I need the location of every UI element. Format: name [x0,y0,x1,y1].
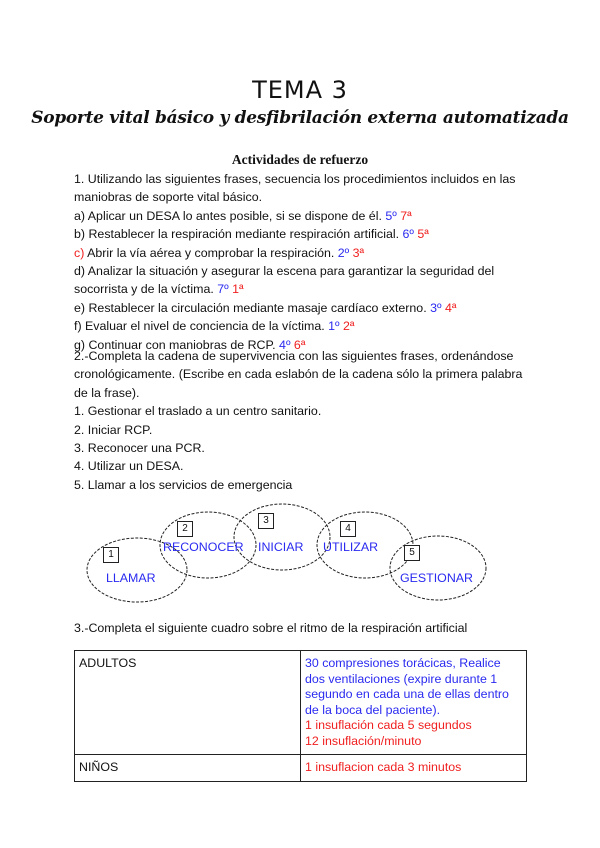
table-row [75,651,527,755]
row-value [301,651,527,755]
list-item: 4. Utilizar un DESA. [74,459,184,474]
answer-red: 3ª [352,245,365,260]
chain-number: 2 [177,521,193,537]
answer-blue: 2º [337,245,350,260]
answer-red: 6ª [293,337,306,352]
chain-number: 4 [340,521,356,537]
chain-word: INICIAR [258,540,304,554]
list-item: 1. Gestionar el traslado a un centro sanitario. [74,404,322,419]
list-item: 3. Reconocer una PCR. [74,441,205,456]
row-label: NIÑOS [75,755,301,782]
question-2-intro: 2.-Completa la cadena de supervivencia con las siguientes frases, ordenándose cronológicamente. (Escribe en cada eslabón de la cadena sólo la primera palabra de la frase). [74,349,523,400]
answer-blue: 1º [328,319,340,334]
answer-blue: 5º [385,208,397,223]
row-label: ADULTOS [75,651,301,755]
list-item: 2. Iniciar RCP. [74,422,153,437]
breathing-table [74,650,527,782]
row-value [301,755,527,782]
answer-blue: 6º [402,227,414,242]
item-letter: g) [74,337,86,352]
chain-word: RECONOCER [163,540,244,554]
answer-red: 2ª [343,319,355,334]
page-subtitle: Soporte vital básico y desfibrilación externa automatizada [31,108,569,128]
answer-red: 1ª [232,282,244,297]
chain-word: GESTIONAR [400,571,473,585]
chain-number: 1 [103,547,119,563]
answer-red: 5ª [417,227,429,242]
item-text: Abrir la vía aérea y comprobar la respiración. [84,245,335,260]
section-heading: Actividades de refuerzo [231,152,369,167]
question-3-intro: 3.-Completa el siguiente cuadro sobre el ritmo de la respiración artificial [74,621,468,635]
page-title: TEMA 3 [252,76,348,104]
question-1-intro: 1. Utilizando las siguientes frases, secuencia los procedimientos incluidos en las maniobras de soporte vital básico. [74,172,516,205]
answer-blue: 7º [217,282,229,297]
answer-blue: 30 compresiones torácicas, Realice dos ventilaciones (expire durante 1 segundo en cada una de ellas dentro de la boca del paciente). [305,656,509,717]
chain-number: 5 [404,545,420,561]
answer-blue: 3º [430,300,442,315]
answer-blue: 4º [279,337,291,352]
item-text: Aplicar un DESA lo antes posible, si se dispone de él. [85,208,382,223]
item-letter: c) [74,245,85,260]
answer-red: 4ª [444,300,457,315]
list-item: 5. Llamar a los servicios de emergencia [74,477,293,492]
item-text: Analizar la situación y asegurar la escena para garantizar la seguridad del socorrista y de la víctima. [74,264,495,297]
item-text: Evaluar el nivel de conciencia de la víctima. [81,319,325,334]
item-text: Restablecer la respiración mediante respiración artificial. [85,227,400,242]
chain-number: 3 [258,513,274,529]
chain-word: LLAMAR [106,571,156,585]
answer-red: 1 insuflación cada 5 segundos [305,718,472,732]
item-letter: b) [74,227,86,242]
answer-red: 12 insuflación/minuto [305,733,422,748]
answer-red: 7ª [400,208,412,223]
item-letter: d) [74,264,86,279]
item-letter: e) [74,300,86,315]
item-letter: a) [74,208,86,223]
item-text: Restablecer la circulación mediante masaje cardíaco externo. [85,300,427,315]
item-text: Continuar con maniobras de RCP. [85,337,276,352]
table-row [75,755,527,782]
chain-word: UTILIZAR [323,540,379,554]
item-letter: f) [74,319,82,334]
chain-link-3 [234,504,330,570]
answer-red: 1 insuflacion cada 3 minutos [305,760,462,774]
